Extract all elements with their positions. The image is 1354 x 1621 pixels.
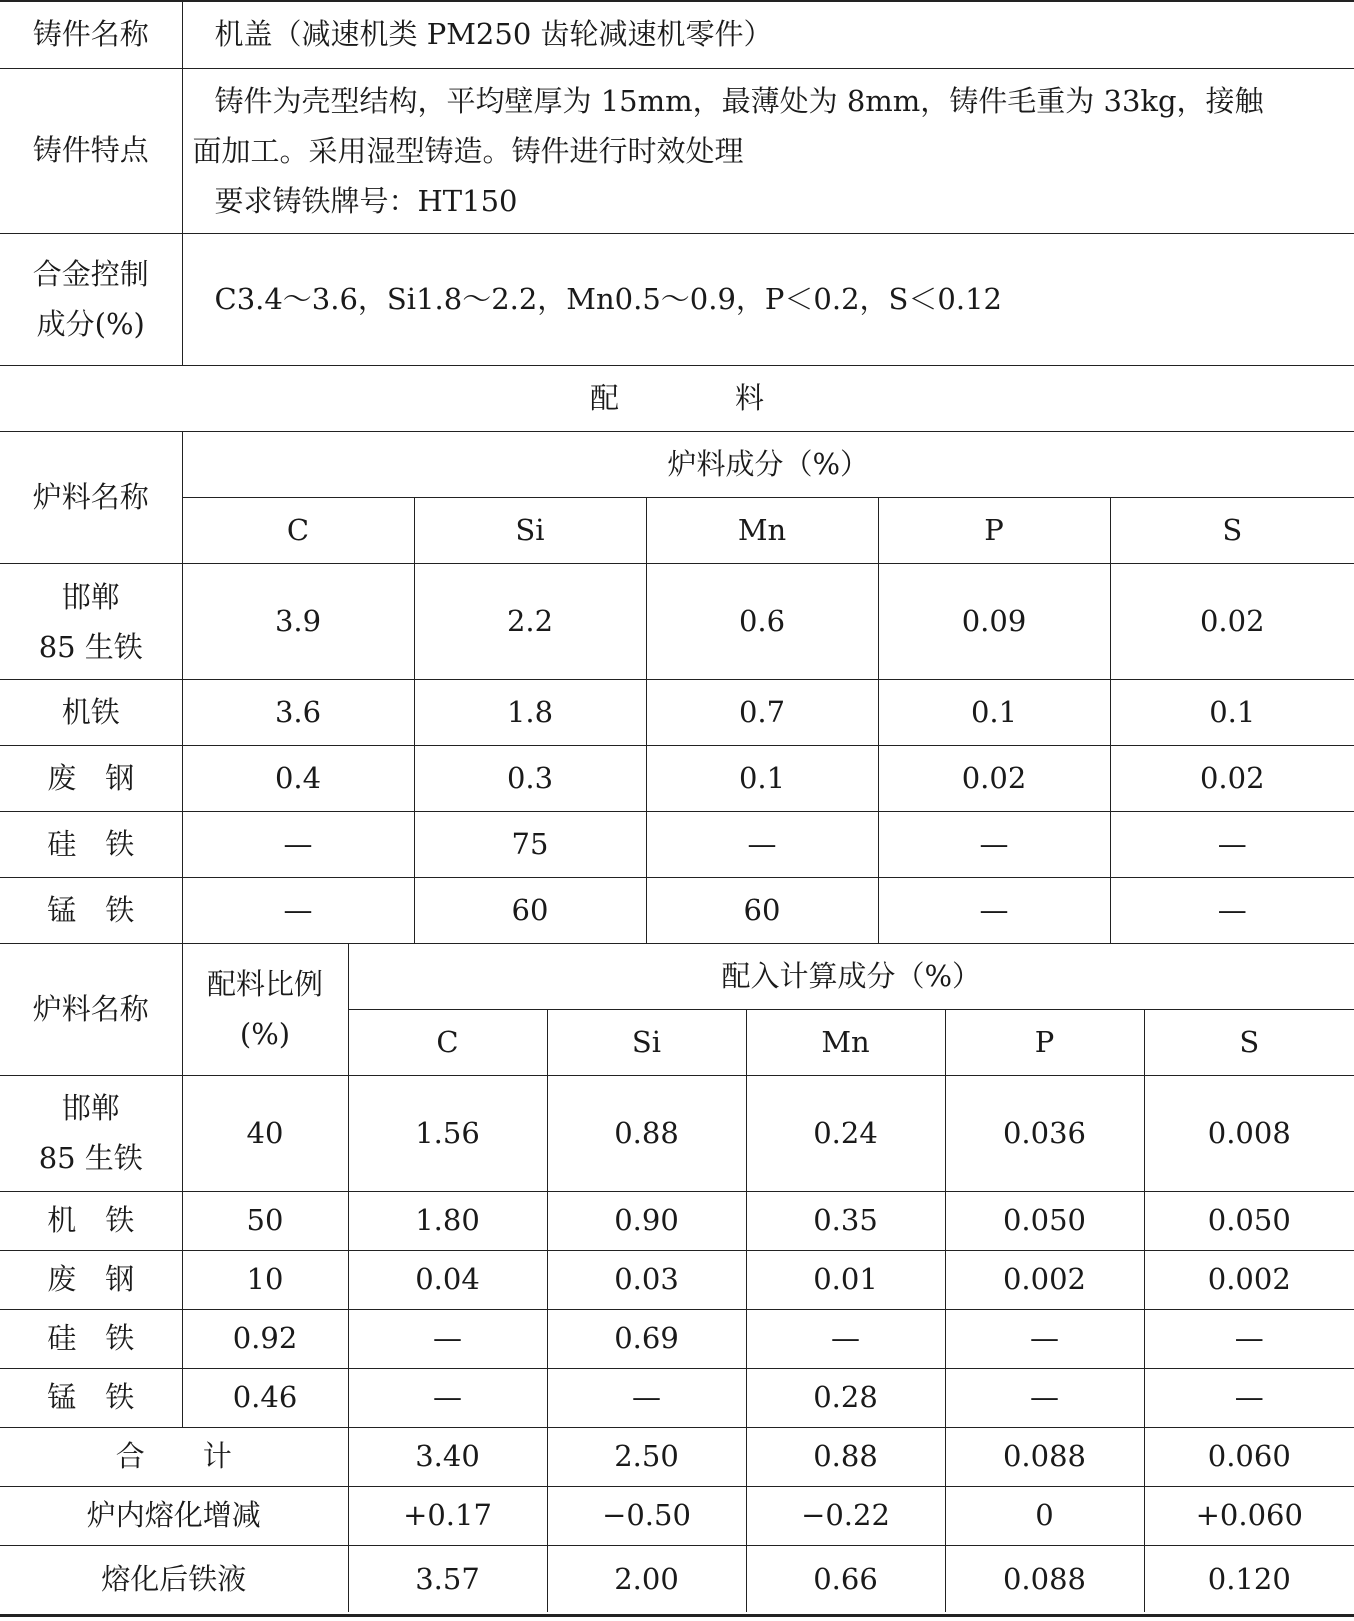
cell: 0.088	[945, 1427, 1144, 1486]
cell: 0.88	[746, 1427, 945, 1486]
cell: —	[746, 1309, 945, 1368]
calc-row-name	[0, 1075, 182, 1191]
calc-row-name: 机 铁	[0, 1191, 182, 1250]
cell: —	[878, 812, 1110, 878]
ratio-cell: 0.46	[182, 1368, 348, 1427]
section-title: 配 料	[0, 365, 1354, 431]
cell: 0.35	[746, 1191, 945, 1250]
cell: 75	[414, 812, 646, 878]
calc-col-c: C	[348, 1009, 547, 1075]
charge-col-s: S	[1110, 498, 1354, 564]
charge-comp-header: 炉料成分（%）	[182, 432, 1354, 498]
feature-line-2: 面加工。采用湿型铸造。铸件进行时效处理	[192, 133, 744, 168]
table-row	[0, 680, 1354, 746]
cell: 0.008	[1144, 1075, 1354, 1191]
cell: —	[182, 812, 414, 878]
cell: 0.060	[1144, 1427, 1354, 1486]
cell: 0.036	[945, 1075, 1144, 1191]
alloy-control-value: C3.4～3.6，Si1.8～2.2，Mn0.5～0.9，P＜0.2，S＜0.12	[182, 233, 1354, 365]
alloy-label-line-1: 合金控制	[32, 257, 149, 291]
ratio-cell: 50	[182, 1191, 348, 1250]
table-row	[0, 1368, 1354, 1427]
cell: —	[646, 812, 878, 878]
cell: 0.02	[878, 746, 1110, 812]
casting-feature-value	[182, 68, 1354, 233]
summary-label: 合 计	[0, 1427, 348, 1486]
cell: 0.69	[547, 1309, 746, 1368]
cell: 0.6	[646, 564, 878, 680]
calc-col-mn: Mn	[746, 1009, 945, 1075]
casting-name-label: 铸件名称	[0, 0, 182, 68]
charge-row-name: 机铁	[0, 680, 182, 746]
cell: 0.88	[547, 1075, 746, 1191]
charge-col-c: C	[182, 498, 414, 564]
cell: —	[348, 1309, 547, 1368]
cell: 1.8	[414, 680, 646, 746]
bottom-rule	[0, 1614, 1354, 1617]
casting-feature-label: 铸件特点	[0, 68, 182, 233]
cell: 3.9	[182, 564, 414, 680]
row-name-line-2: 85 生铁	[38, 629, 143, 664]
cell: 0.120	[1144, 1545, 1354, 1612]
cell: 0.02	[1110, 564, 1354, 680]
calc-row-name: 锰 铁	[0, 1368, 182, 1427]
cell: —	[878, 878, 1110, 944]
alloy-label-line-2: 成分(%)	[36, 307, 145, 341]
calculated-composition-table	[0, 943, 1354, 1612]
calc-col-si: Si	[547, 1009, 746, 1075]
table-row	[0, 1075, 1354, 1191]
cell: 0.24	[746, 1075, 945, 1191]
cell: 60	[414, 878, 646, 944]
cell: −0.50	[547, 1486, 746, 1545]
cell: 3.40	[348, 1427, 547, 1486]
table-row	[0, 1191, 1354, 1250]
cell: —	[348, 1368, 547, 1427]
summary-row-molten-iron	[0, 1545, 1354, 1612]
table-row	[0, 812, 1354, 878]
cell: 0.03	[547, 1250, 746, 1309]
cell: 0.02	[1110, 746, 1354, 812]
charge-row-name	[0, 564, 182, 680]
cell: 0.66	[746, 1545, 945, 1612]
calc-col-s: S	[1144, 1009, 1354, 1075]
cell: 0.1	[646, 746, 878, 812]
charge-col-si: Si	[414, 498, 646, 564]
alloy-control-label	[0, 233, 182, 365]
cell: —	[1144, 1309, 1354, 1368]
table-row	[0, 1309, 1354, 1368]
calc-ratio-header	[182, 943, 348, 1075]
cell: −0.22	[746, 1486, 945, 1545]
cell: 0.002	[945, 1250, 1144, 1309]
charge-row-name: 锰 铁	[0, 878, 182, 944]
cell: 0.3	[414, 746, 646, 812]
ratio-header-line-2: (%)	[239, 1016, 291, 1051]
summary-row-melt-change	[0, 1486, 1354, 1545]
calc-col-p: P	[945, 1009, 1144, 1075]
cell: 0.1	[878, 680, 1110, 746]
summary-label: 熔化后铁液	[0, 1545, 348, 1612]
ratio-cell: 0.92	[182, 1309, 348, 1368]
row-name-line-1: 邯郸	[61, 1091, 120, 1125]
charge-col-p: P	[878, 498, 1110, 564]
calc-row-name: 废 钢	[0, 1250, 182, 1309]
cell: 0.28	[746, 1368, 945, 1427]
ratio-cell: 40	[182, 1075, 348, 1191]
cell: 0.050	[1144, 1191, 1354, 1250]
cell: 2.2	[414, 564, 646, 680]
charge-composition-table	[0, 431, 1354, 944]
summary-label: 炉内熔化增减	[0, 1486, 348, 1545]
cell: 0.050	[945, 1191, 1144, 1250]
calc-row-name: 硅 铁	[0, 1309, 182, 1368]
cell: 0.7	[646, 680, 878, 746]
cell: —	[945, 1309, 1144, 1368]
cell: 0	[945, 1486, 1144, 1545]
cell: 0.088	[945, 1545, 1144, 1612]
table-row	[0, 564, 1354, 680]
cell: 0.01	[746, 1250, 945, 1309]
feature-line-3: 要求铸铁牌号：HT150	[214, 183, 518, 218]
cell: 2.00	[547, 1545, 746, 1612]
cell: +0.060	[1144, 1486, 1354, 1545]
charge-row-name: 硅 铁	[0, 812, 182, 878]
cell: 0.90	[547, 1191, 746, 1250]
cell: 60	[646, 878, 878, 944]
calc-name-header: 炉料名称	[0, 943, 182, 1075]
charge-name-header: 炉料名称	[0, 432, 182, 564]
cell: —	[1144, 1368, 1354, 1427]
cell: 3.57	[348, 1545, 547, 1612]
cell: 2.50	[547, 1427, 746, 1486]
cell: 3.6	[182, 680, 414, 746]
cell: —	[182, 878, 414, 944]
cell: +0.17	[348, 1486, 547, 1545]
table-row	[0, 1250, 1354, 1309]
table-row	[0, 878, 1354, 944]
cell: 1.80	[348, 1191, 547, 1250]
calc-comp-header: 配入计算成分（%）	[348, 943, 1354, 1009]
row-name-line-2: 85 生铁	[38, 1141, 143, 1175]
cell: 0.1	[1110, 680, 1354, 746]
table-row	[0, 746, 1354, 812]
ratio-cell: 10	[182, 1250, 348, 1309]
casting-info-table	[0, 0, 1354, 432]
summary-row-total	[0, 1427, 1354, 1486]
cell: —	[945, 1368, 1144, 1427]
charge-col-mn: Mn	[646, 498, 878, 564]
cell: —	[1110, 812, 1354, 878]
cell: —	[547, 1368, 746, 1427]
cell: 0.09	[878, 564, 1110, 680]
cell: 0.002	[1144, 1250, 1354, 1309]
cell: —	[1110, 878, 1354, 944]
feature-line-1: 铸件为壳型结构，平均壁厚为 15mm，最薄处为 8mm，铸件毛重为 33kg，接触	[214, 83, 1264, 118]
cell: 1.56	[348, 1075, 547, 1191]
charge-row-name: 废 钢	[0, 746, 182, 812]
cell: 0.4	[182, 746, 414, 812]
ratio-header-line-1: 配料比例	[206, 966, 323, 1001]
cell: 0.04	[348, 1250, 547, 1309]
casting-name-value: 机盖（减速机类 PM250 齿轮减速机零件）	[182, 0, 1354, 68]
row-name-line-1: 邯郸	[61, 579, 120, 614]
